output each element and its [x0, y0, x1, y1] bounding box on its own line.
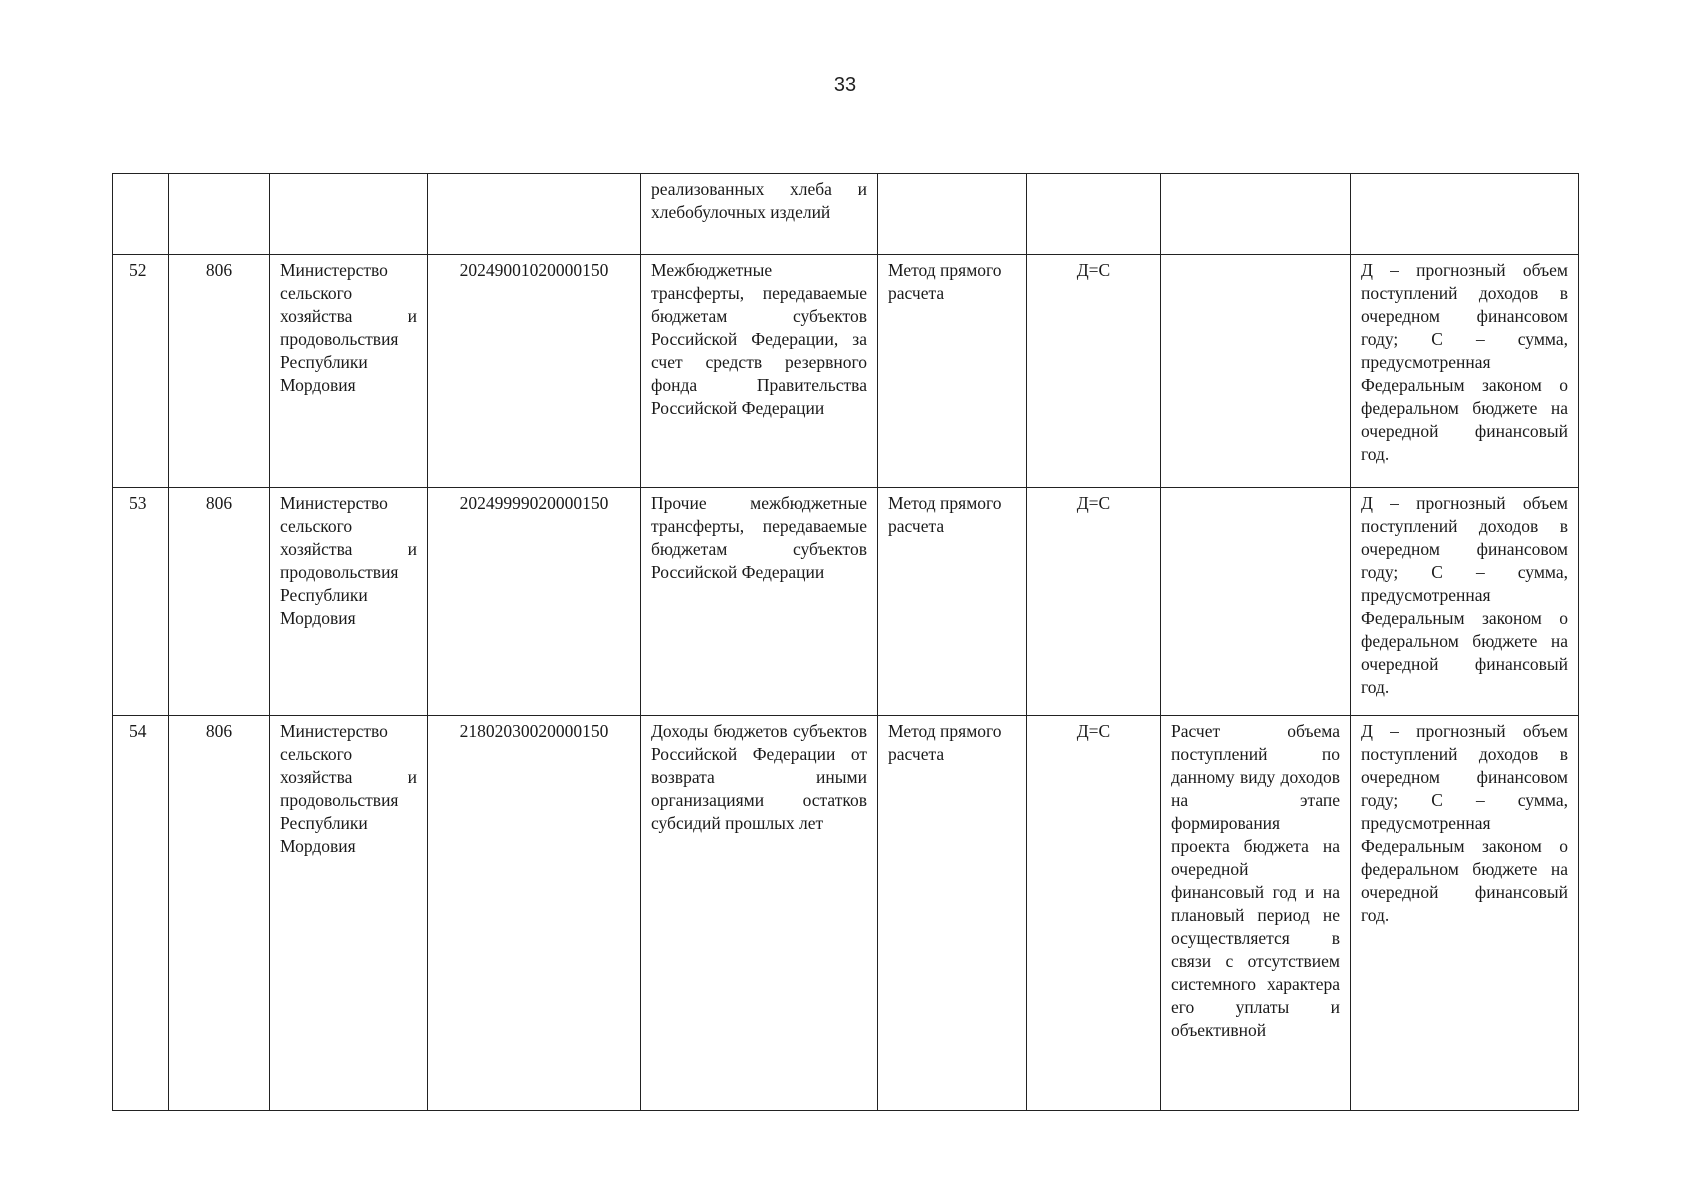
cell-calc-method: Метод прямого расчета: [878, 488, 1027, 716]
cell-row-number: [113, 174, 169, 255]
cell-notes: [1351, 174, 1579, 255]
cell-income-name: Межбюджетные трансферты, передаваемые бюджетам субъектов Российской Федерации, за счет средств резервного фонда Правительства Российской Федерации: [641, 255, 878, 488]
cell-notes: Д – прогнозный объем поступлений доходов в очередном финансовом году; С – сумма, предусмотренная Федеральным законом о федеральном бюджете на очередной финансовый год.: [1351, 716, 1579, 1111]
cell-kbk-code: [428, 174, 641, 255]
income-forecast-table: [112, 173, 1579, 1111]
cell-admin-code: [169, 174, 270, 255]
table-row: [113, 255, 1579, 488]
cell-row-number: 54: [113, 716, 169, 1111]
cell-admin-code: 806: [169, 716, 270, 1111]
cell-algorithm: Расчет объема поступлений по данному виду доходов на этапе формирования проекта бюджета на очередной финансовый год и на плановый период не осуществляется в связи с отсутствием системного характера его уплаты и объективной: [1161, 716, 1351, 1111]
cell-calc-method: Метод прямого расчета: [878, 255, 1027, 488]
cell-income-name: Прочие межбюджетные трансферты, передаваемые бюджетам субъектов Российской Федерации: [641, 488, 878, 716]
cell-algorithm: [1161, 255, 1351, 488]
cell-algorithm: [1161, 488, 1351, 716]
table-row: [113, 716, 1579, 1111]
cell-formula: Д=С: [1027, 255, 1161, 488]
cell-formula: Д=С: [1027, 488, 1161, 716]
table-row: [113, 174, 1579, 255]
cell-calc-method: [878, 174, 1027, 255]
cell-row-number: 52: [113, 255, 169, 488]
cell-notes: Д – прогнозный объем поступлений доходов в очередном финансовом году; С – сумма, предусмотренная Федеральным законом о федеральном бюджете на очередной финансовый год.: [1351, 488, 1579, 716]
cell-row-number: 53: [113, 488, 169, 716]
cell-formula: Д=С: [1027, 716, 1161, 1111]
cell-income-name: реализованных хлеба и хлебобулочных изделий: [641, 174, 878, 255]
cell-kbk-code: 21802030020000150: [428, 716, 641, 1111]
cell-algorithm: [1161, 174, 1351, 255]
cell-admin-name: Министерство сельского хозяйства и продовольствия Республики Мордовия: [270, 716, 428, 1111]
cell-notes: Д – прогнозный объем поступлений доходов в очередном финансовом году; С – сумма, предусмотренная Федеральным законом о федеральном бюджете на очередной финансовый год.: [1351, 255, 1579, 488]
page-number: 33: [833, 74, 857, 96]
cell-kbk-code: 20249001020000150: [428, 255, 641, 488]
table-row: [113, 488, 1579, 716]
cell-admin-name: [270, 174, 428, 255]
cell-admin-code: 806: [169, 488, 270, 716]
cell-formula: [1027, 174, 1161, 255]
cell-admin-name: Министерство сельского хозяйства и продовольствия Республики Мордовия: [270, 255, 428, 488]
cell-income-name: Доходы бюджетов субъектов Российской Федерации от возврата иными организациями остатков субсидий прошлых лет: [641, 716, 878, 1111]
cell-calc-method: Метод прямого расчета: [878, 716, 1027, 1111]
cell-kbk-code: 20249999020000150: [428, 488, 641, 716]
cell-admin-code: 806: [169, 255, 270, 488]
cell-admin-name: Министерство сельского хозяйства и продовольствия Республики Мордовия: [270, 488, 428, 716]
